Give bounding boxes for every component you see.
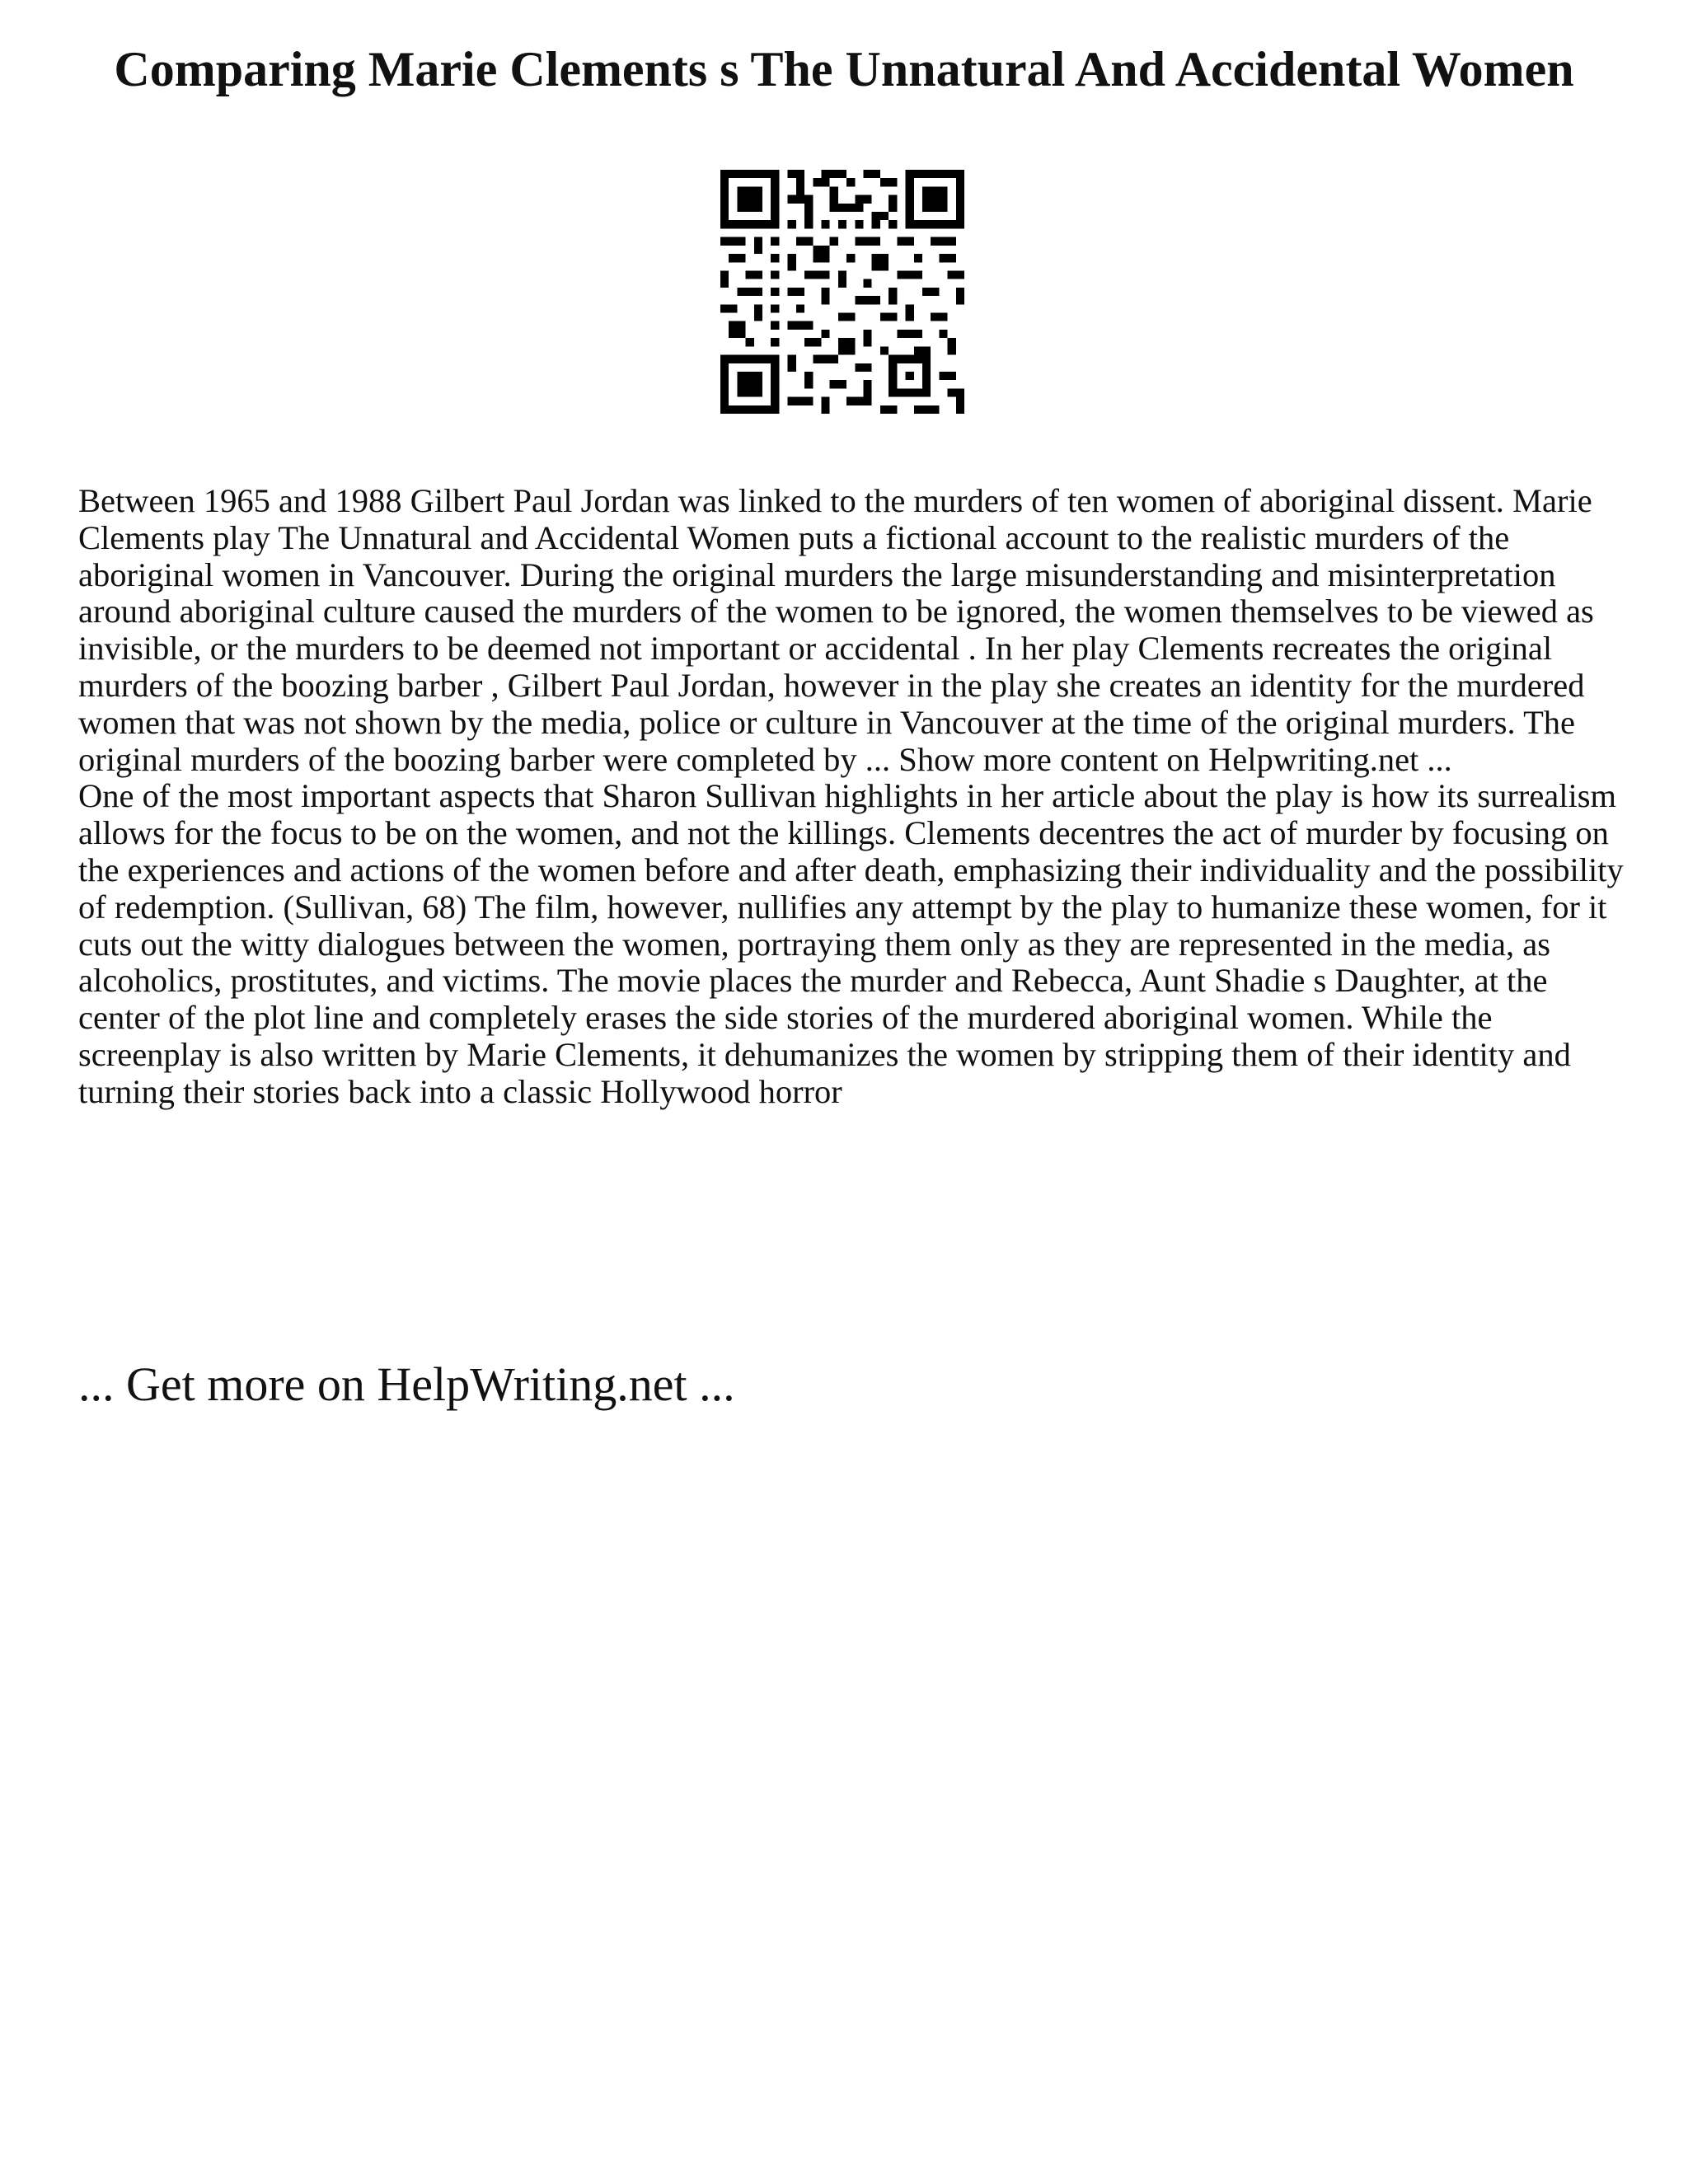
paragraph: Between 1965 and 1988 Gilbert Paul Jordan was linked to the murders of ten women of aboriginal dissent. Marie Clements play The Unnatural and Accidental Women puts a fictional account to the realistic murders of the aboriginal women in Vancouver. During the original murders the large misunderstanding and misinterpretation around aboriginal culture caused the murders of the women to be ignored, the women themselves to be viewed as invisible, or the murders to be deemed not important or accidental . In her play Clements recreates the original murders of the boozing barber , Gilbert Paul Jordan, however in the play she creates an identity for the murdered women that was not shown by the media, police or culture in Vancouver at the time of the original murders. The original murders of the boozing barber were completed by ... Show more content on Helpwriting.net ...	[78, 482, 1594, 778]
article-body	[78, 483, 1628, 1111]
document-title: Comparing Marie Clements s The Unnatural And Accidental Women	[114, 42, 1574, 96]
qr-code-icon	[720, 170, 964, 414]
get-more-link[interactable]: ... Get more on HelpWriting.net ...	[78, 1357, 735, 1411]
paragraph: One of the most important aspects that Sharon Sullivan highlights in her article about the play is how its surrealism allows for the focus to be on the women, and not the killings. Clements decentres the act of murder by focusing on the experiences and actions of the women before and after death, emphasizing their individuality and the possibility of redemption. (Sullivan, 68) The film, however, nullifies any attempt by the play to humanize these women, for it cuts out the witty dialogues between the women, portraying them only as they are represented in the media, as alcoholics, prostitutes, and victims. The movie places the murder and Rebecca, Aunt Shadie s Daughter, at the center of the plot line and completely erases the side stories of the murdered aboriginal women. While the screenplay is also written by Marie Clements, it dehumanizes the women by stripping them of their identity and turning their stories back into a classic Hollywood horror	[78, 777, 1624, 1110]
